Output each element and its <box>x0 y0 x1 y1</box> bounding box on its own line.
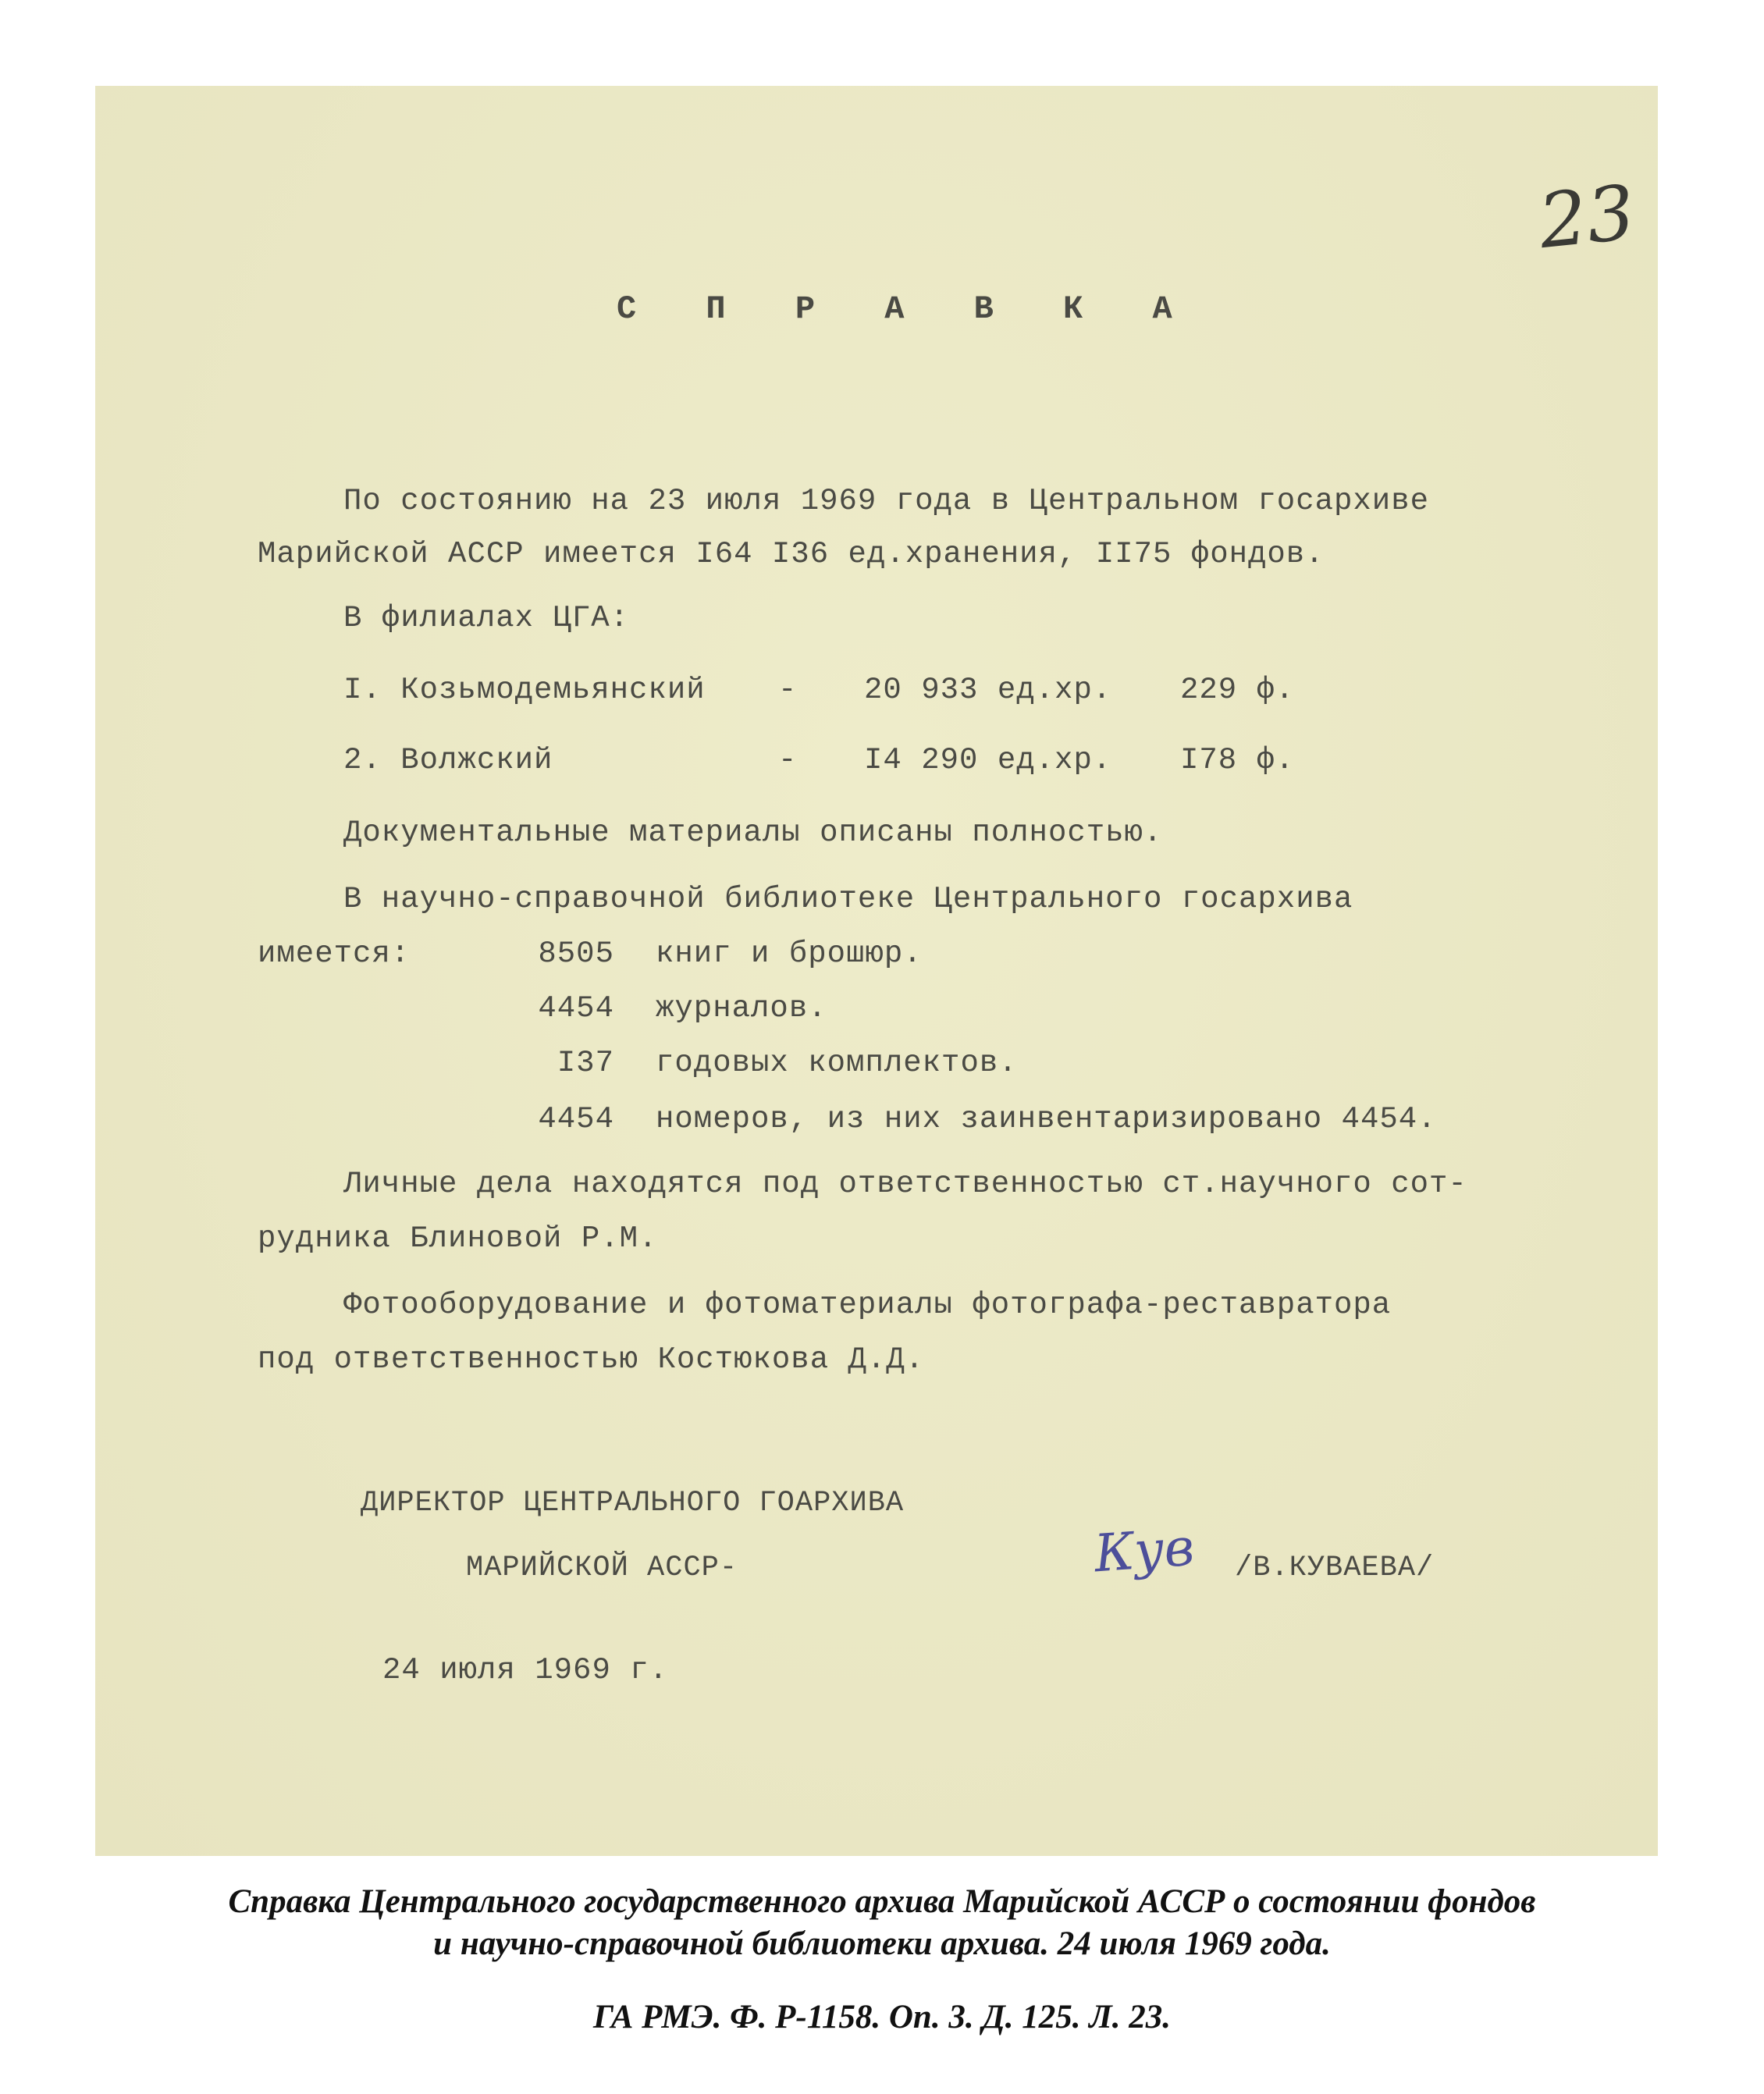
personal-files-line1: Личные дела находятся под ответственностью ст.научного сот- <box>343 1167 1467 1201</box>
library-item-count: 8505 <box>538 937 614 971</box>
branch-name: 2. Волжский <box>343 743 553 777</box>
director-name: /В.КУВАЕВА/ <box>1235 1552 1435 1584</box>
paragraph1-line2: Марийской АССР имеется I64 I36 ед.хранения, II75 фондов. <box>258 537 1325 571</box>
handwritten-signature: Кув <box>1092 1516 1197 1584</box>
caption-line2: и научно-справочной библиотеки архива. 24 июля 1969 года. <box>433 1925 1331 1962</box>
director-position-line2: МАРИЙСКОЙ АССР- <box>466 1552 738 1584</box>
library-item-count: 4454 <box>538 991 614 1026</box>
branches-heading: В филиалах ЦГА: <box>343 601 630 635</box>
document-date: 24 июля 1969 г. <box>382 1653 669 1687</box>
branch-dash: - <box>778 743 798 777</box>
document-paper <box>95 86 1658 1856</box>
caption-reference: ГА РМЭ. Ф. Р-1158. Оп. 3. Д. 125. Л. 23. <box>593 1999 1171 2035</box>
photo-line1: Фотооборудование и фотоматериалы фотографа-реставратора <box>343 1288 1392 1322</box>
branch-funds: 229 ф. <box>1180 673 1295 707</box>
branch-dash: - <box>778 673 798 707</box>
caption-line1: Справка Центрального государственного архива Марийской АССР о состоянии фондов <box>228 1883 1536 1920</box>
library-item-count: 4454 <box>538 1102 614 1136</box>
library-item-count: I37 <box>557 1046 614 1080</box>
document-title: С П Р А В К А <box>617 290 1197 328</box>
page-number: 23 <box>1535 168 1639 266</box>
branch-funds: I78 ф. <box>1180 743 1295 777</box>
library-item-text: журналов. <box>656 991 827 1026</box>
branch-units: I4 290 ед.хр. <box>864 743 1112 777</box>
library-item-text: годовых комплектов. <box>656 1046 1018 1080</box>
materials-line: Документальные материалы описаны полностью. <box>343 816 1163 850</box>
library-item-text: номеров, из них заинвентаризировано 4454. <box>656 1102 1437 1136</box>
director-position-line1: ДИРЕКТОР ЦЕНТРАЛЬНОГО ГОАРХИВА <box>361 1487 905 1520</box>
library-item-text: книг и брошюр. <box>656 937 923 971</box>
photo-line2: под ответственностью Костюкова Д.Д. <box>258 1342 925 1377</box>
library-line1: В научно-справочной библиотеке Центрального госархива <box>343 882 1353 916</box>
branch-units: 20 933 ед.хр. <box>864 673 1112 707</box>
personal-files-line2: рудника Блиновой Р.М. <box>258 1221 658 1256</box>
library-lead: имеется: <box>258 937 411 971</box>
paragraph1-line1: По состоянию на 23 июля 1969 года в Центральном госархиве <box>343 484 1430 518</box>
branch-name: I. Козьмодемьянский <box>343 673 706 707</box>
